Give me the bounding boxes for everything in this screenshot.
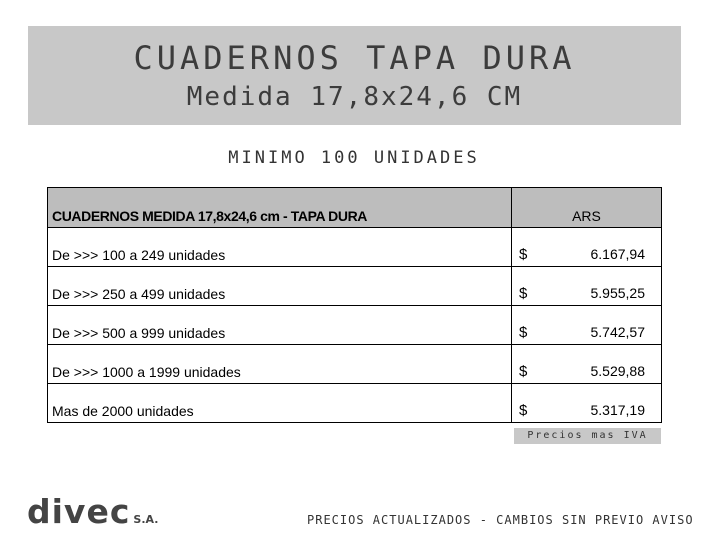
row-price-cell: [512, 345, 662, 384]
row-price: 5.742,57: [590, 324, 645, 340]
page-subtitle: Medida 17,8x24,6 CM: [186, 82, 523, 112]
brand-logo: [27, 492, 158, 531]
row-price-cell: [512, 228, 662, 267]
iva-note: Precios mas IVA: [514, 428, 661, 444]
table-row: [48, 384, 662, 423]
currency-symbol: $: [519, 363, 528, 380]
row-label: De >>> 250 a 499 unidades: [48, 267, 512, 306]
table-header-label: CUADERNOS MEDIDA 17,8x24,6 cm - TAPA DURA: [48, 188, 512, 228]
row-price: 6.167,94: [590, 246, 645, 262]
page-title: CUADERNOS TAPA DURA: [133, 39, 576, 77]
currency-symbol: $: [519, 324, 528, 341]
row-price: 5.955,25: [590, 285, 645, 301]
brand-suffix: S.A.: [133, 513, 159, 526]
row-label: De >>> 1000 a 1999 unidades: [48, 345, 512, 384]
row-price-cell: [512, 267, 662, 306]
title-banner: [28, 26, 681, 125]
row-price-cell: [512, 306, 662, 345]
row-label: Mas de 2000 unidades: [48, 384, 512, 423]
row-price-cell: [512, 384, 662, 423]
row-label: De >>> 500 a 999 unidades: [48, 306, 512, 345]
table-row: [48, 345, 662, 384]
currency-symbol: $: [519, 402, 528, 419]
row-label: De >>> 100 a 249 unidades: [48, 228, 512, 267]
currency-symbol: $: [519, 246, 528, 263]
price-table: [47, 187, 662, 423]
table-header-currency: ARS: [512, 188, 662, 228]
table-header-row: [48, 188, 662, 228]
currency-symbol: $: [519, 285, 528, 302]
brand-name: divec: [27, 492, 131, 531]
table-row: [48, 228, 662, 267]
row-price: 5.317,19: [590, 402, 645, 418]
minimum-order-note: MINIMO 100 UNIDADES: [228, 148, 480, 168]
table-row: [48, 267, 662, 306]
footer-note: PRECIOS ACTUALIZADOS - CAMBIOS SIN PREVIO AVISO: [307, 513, 694, 527]
table-row: [48, 306, 662, 345]
row-price: 5.529,88: [590, 363, 645, 379]
